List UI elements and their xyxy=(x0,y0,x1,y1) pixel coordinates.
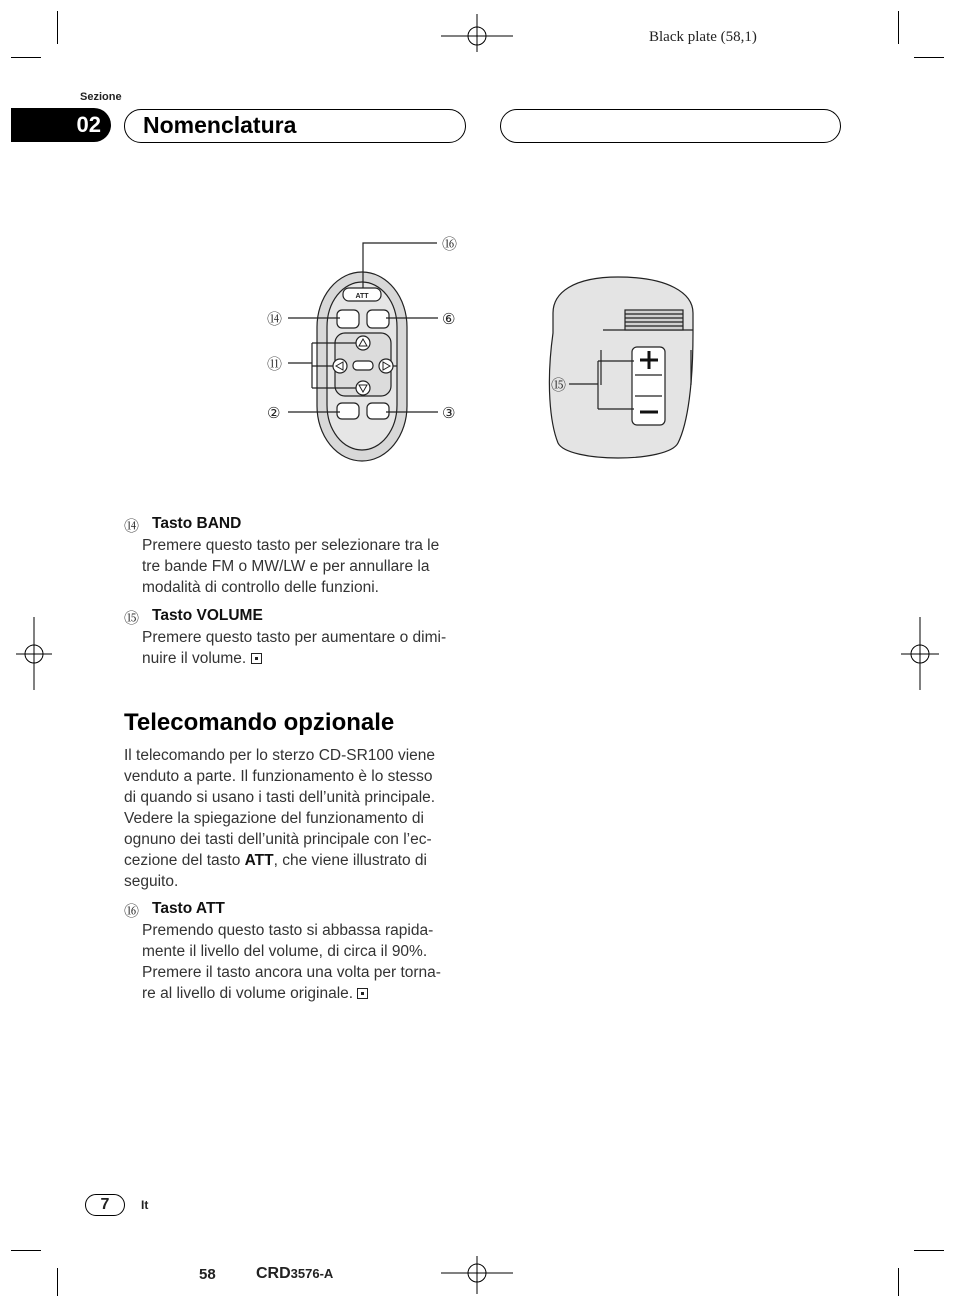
end-mark-icon xyxy=(357,988,368,999)
language-label: It xyxy=(141,1198,149,1212)
callout-11: ⑪ xyxy=(267,356,283,373)
remote-back-diagram xyxy=(545,270,705,465)
subheading: Telecomando opzionale xyxy=(124,709,395,736)
page-badge: 7 xyxy=(85,1194,125,1216)
end-mark-icon xyxy=(251,653,262,664)
item-text-volume: Premere questo tasto per aumentare o dimi- nuire il volume. xyxy=(142,629,447,667)
item-number: ⑮ xyxy=(124,610,140,627)
callout-6: ⑥ xyxy=(442,311,456,328)
section-number: 02 xyxy=(11,108,111,142)
item-title-att: Tasto ATT xyxy=(152,900,225,917)
intro-paragraph: Il telecomando per lo sterzo CD-SR100 viene venduto a parte. Il funzionamento è lo stesso di quando si usano i tasti dell’unità principale. Vedere la spiegazione del funzionamento di ognuno dei tasti dell’unità principale con l’ec- cezione del tasto ATT, che viene illustrato di seguito. xyxy=(124,747,436,890)
section-label: Sezione xyxy=(80,91,122,103)
callout-2: ② xyxy=(267,405,281,422)
callout-3: ③ xyxy=(442,405,456,422)
remote-front-diagram xyxy=(260,230,480,470)
item-number: ⑭ xyxy=(124,518,140,535)
item-text-band: Premere questo tasto per selezionare tra le tre bande FM o MW/LW e per annullare la modalità di controllo delle funzioni. xyxy=(142,537,440,596)
callout-15: ⑮ xyxy=(551,377,567,394)
plate-label: Black plate (58,1) xyxy=(649,29,757,45)
product-code: CRD3576-A xyxy=(256,1265,334,1282)
header-empty-frame xyxy=(500,109,841,143)
section-title: Nomenclatura xyxy=(143,112,297,138)
callout-14: ⑭ xyxy=(267,311,283,328)
item-title-volume: Tasto VOLUME xyxy=(152,607,263,624)
page-number: 58 xyxy=(199,1266,216,1283)
callout-16: ⑯ xyxy=(442,236,458,253)
att-button-label: ATT xyxy=(355,293,369,300)
item-title-band: Tasto BAND xyxy=(152,515,242,532)
item-text-att: Premendo questo tasto si abbassa rapida- mente il livello del volume, di circa il 90%. Premere il tasto ancora una volta per torna- re al livello di volume originale. xyxy=(142,922,441,1002)
item-number: ⑯ xyxy=(124,903,140,920)
